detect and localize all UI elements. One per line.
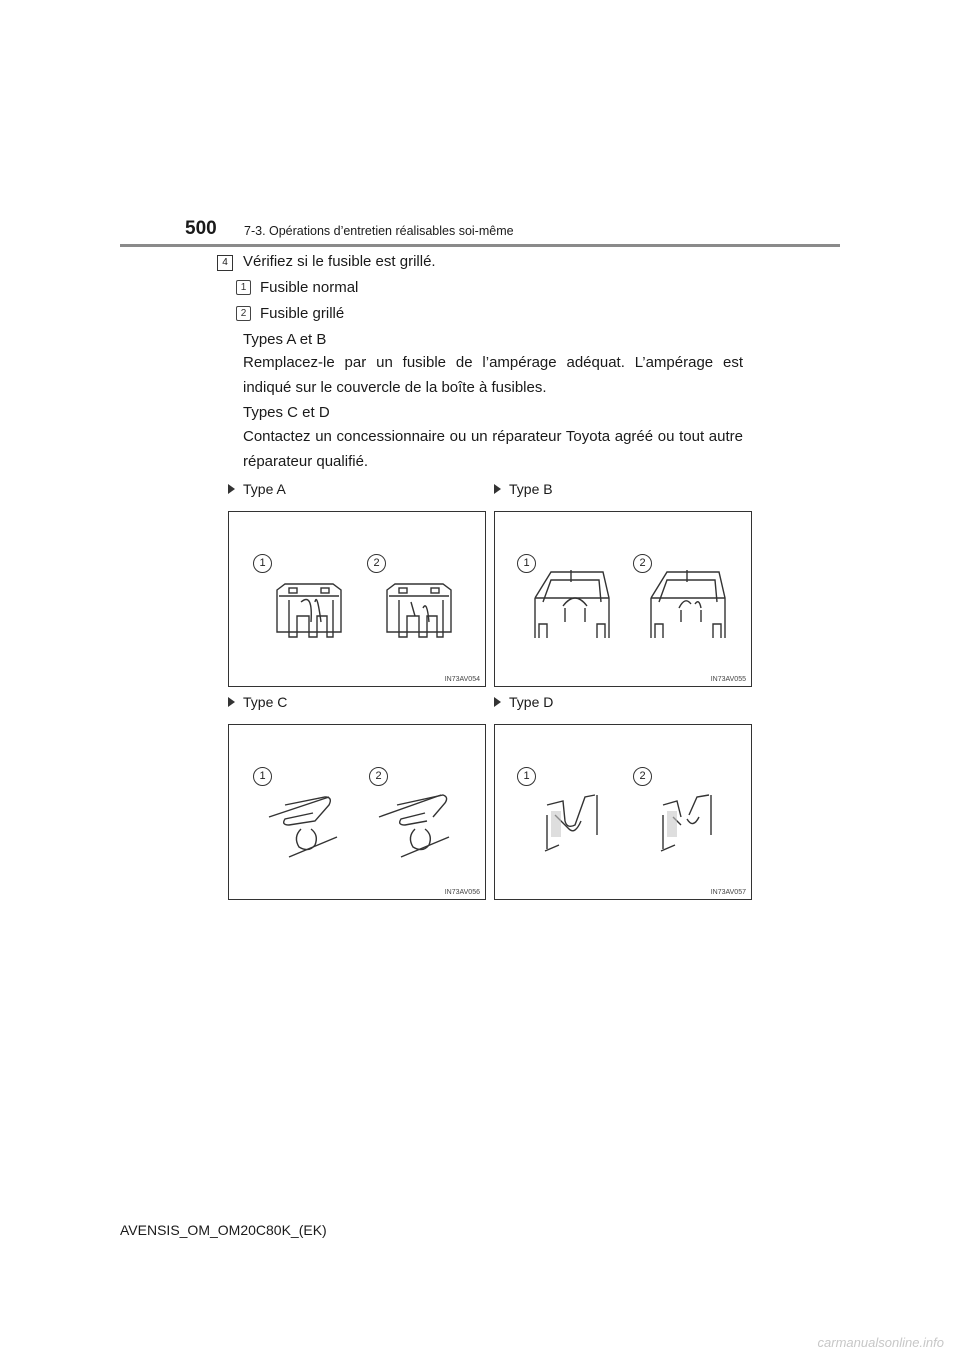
types-ab-paragraph: Remplacez-le par un fusible de l’ampérage adéquat. L’ampérage est indiqué sur le couvercle de la boîte à fusibles. — [243, 354, 743, 396]
figure-type-b — [494, 511, 752, 687]
figure-callout-1: 1 — [517, 767, 536, 786]
callout-1-box: 1 — [236, 280, 251, 295]
triangle-bullet-icon — [494, 484, 501, 494]
manual-code: AVENSIS_OM_OM20C80K_(EK) — [120, 1222, 327, 1238]
figure-type-a — [228, 511, 486, 687]
figure-callout-2: 2 — [633, 554, 652, 573]
watermark-link[interactable]: carmanualsonline.info — [817, 1335, 944, 1350]
figure-callout-1: 1 — [253, 767, 272, 786]
types-ab-heading: Types A et B — [243, 331, 327, 348]
figure-type-c — [228, 724, 486, 900]
callout-2-label: Fusible grillé — [260, 305, 345, 322]
triangle-bullet-icon — [494, 697, 501, 707]
triangle-bullet-icon — [228, 697, 235, 707]
types-cd-heading: Types C et D — [243, 404, 330, 421]
type-b-label: Type B — [494, 481, 553, 497]
strip-fuse-illustration — [495, 725, 751, 899]
figure-callout-2: 2 — [369, 767, 388, 786]
figure-type-d — [494, 724, 752, 900]
step-instruction: Vérifiez si le fusible est grillé. — [243, 253, 436, 270]
page-number: 500 — [185, 218, 217, 239]
type-a-label: Type A — [228, 481, 286, 497]
blade-fuse-illustration — [229, 512, 485, 686]
figure-code: IN73AV056 — [444, 889, 480, 896]
callout-1-label: Fusible normal — [260, 279, 359, 296]
header-rule — [120, 244, 840, 247]
callout-2-box: 2 — [236, 306, 251, 321]
figure-callout-1: 1 — [517, 554, 536, 573]
figure-code: IN73AV057 — [710, 889, 746, 896]
figure-callout-2: 2 — [367, 554, 386, 573]
type-c-label: Type C — [228, 694, 287, 710]
fuse-link-illustration — [229, 725, 485, 899]
figure-callout-1: 1 — [253, 554, 272, 573]
figure-code: IN73AV054 — [444, 676, 480, 683]
types-cd-paragraph: Contactez un concessionnaire ou un réparateur Toyota agréé ou tout autre réparateur qualifié. — [243, 428, 743, 470]
step-number-box: 4 — [217, 255, 233, 271]
figure-callout-2: 2 — [633, 767, 652, 786]
section-title: 7-3. Opérations d’entretien réalisables soi-même — [244, 224, 514, 238]
triangle-bullet-icon — [228, 484, 235, 494]
type-d-label: Type D — [494, 694, 553, 710]
figure-code: IN73AV055 — [710, 676, 746, 683]
cartridge-fuse-illustration — [495, 512, 751, 686]
